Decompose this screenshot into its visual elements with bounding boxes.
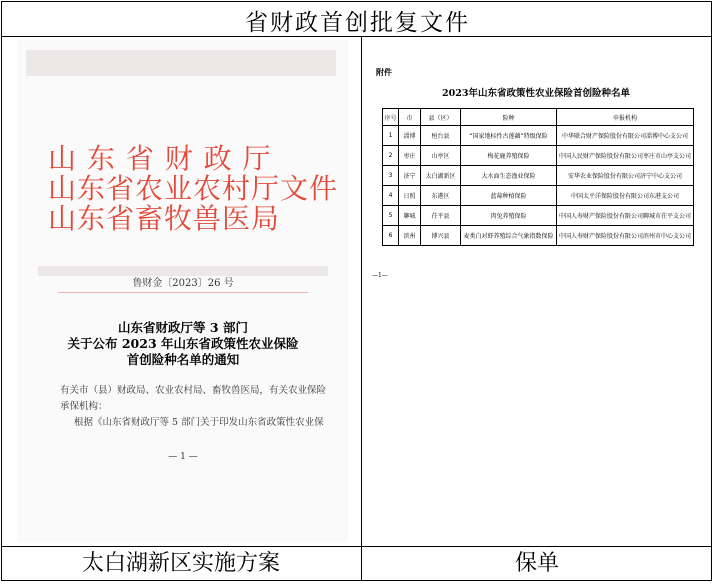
- table-cell: 博兴县: [421, 226, 461, 246]
- table-cell: 中国人寿财产保险股份有限公司聊城市茌平支公司: [557, 206, 694, 226]
- table-cell: 中国太平洋保险股份有限公司东港支公司: [557, 186, 694, 206]
- table-cell: 3: [383, 166, 399, 186]
- footer-right-label: 保单: [514, 551, 559, 576]
- table-cell: 梅花鹿养殖保险: [461, 146, 557, 166]
- page-side-mark: —1—: [372, 272, 388, 279]
- header-title: 省财政首创批复文件: [245, 10, 470, 36]
- red-separator-line: [58, 292, 308, 293]
- column-header: 序号: [383, 109, 399, 126]
- table-cell: 日照: [399, 186, 421, 206]
- faint-background-band: [26, 50, 336, 76]
- letterhead-line-1: 山 东 省 财 政 厅: [48, 142, 272, 175]
- table-cell: 枣庄: [399, 146, 421, 166]
- page-number: — 1 —: [168, 452, 198, 462]
- document-title-line-3: 首创险种名单的通知: [126, 352, 240, 367]
- table-cell: 大水面生态渔业保险: [461, 166, 557, 186]
- table-row: [383, 126, 694, 146]
- table-cell: 中国人寿财产保险股份有限公司滨州市中心支公司: [557, 226, 694, 246]
- table-cell: 济宁: [399, 166, 421, 186]
- table-cell: “国家地标性古莲藕”特级保险: [461, 126, 557, 146]
- attachment-table-title: 2023年山东省政策性农业保险首创险种名单: [442, 88, 630, 99]
- footer-divider: [1, 546, 712, 547]
- table-cell: 1: [383, 126, 399, 146]
- attachment-label: 附件: [376, 67, 392, 77]
- table-cell: 山亭区: [421, 146, 461, 166]
- document-title-line-1: 山东省财政厅等 3 部门: [118, 320, 248, 335]
- table-cell: 桓台县: [421, 126, 461, 146]
- table-row: [383, 226, 694, 246]
- approval-document-page: [18, 40, 348, 542]
- body-line-3: 根据《山东省财政厅等 5 部门关于印发山东省政策性农业保: [74, 417, 324, 428]
- table-cell: 安华农业保险股份有限公司济宁中心支公司: [557, 166, 694, 186]
- table-row: [383, 186, 694, 206]
- letterhead-line-2: 山东省农业农村厅文件: [48, 172, 339, 205]
- table-cell: 聊城: [399, 206, 421, 226]
- table-row: [383, 146, 694, 166]
- column-header: 申报机构: [557, 109, 694, 126]
- table-cell: 肉兔养殖保险: [461, 206, 557, 226]
- table-cell: 2: [383, 146, 399, 166]
- body-line-2: 承保机构：: [60, 401, 108, 412]
- table-cell: 中国人民财产保险股份有限公司枣庄市山亭支公司: [557, 146, 694, 166]
- table-cell: 东港区: [421, 186, 461, 206]
- column-header: 县（区）: [421, 109, 461, 126]
- table-cell: 太白湖新区: [421, 166, 461, 186]
- document-number: 鲁财金〔2023〕26 号: [132, 278, 234, 289]
- table-row: [383, 206, 694, 226]
- insurance-list-table: [382, 108, 694, 246]
- table-header-row: [383, 109, 694, 126]
- body-line-1: 有关市（县）财政局、农业农村局、畜牧兽医局，有关农业保险: [60, 385, 327, 396]
- table-cell: 蓝莓种植保险: [461, 186, 557, 206]
- table-cell: 滨州: [399, 226, 421, 246]
- table-cell: 5: [383, 206, 399, 226]
- table-row: [383, 166, 694, 186]
- column-header: 险种: [461, 109, 557, 126]
- table-cell: 中华联合财产保险股份有限公司淄博中心支公司: [557, 126, 694, 146]
- table-cell: 淄博: [399, 126, 421, 146]
- footer-left-label: 太白湖新区实施方案: [81, 551, 280, 576]
- column-header: 市: [399, 109, 421, 126]
- table-cell: 麦类白对虾养殖综合气象指数保险: [461, 226, 557, 246]
- letterhead-line-3: 山东省畜牧兽医局: [48, 202, 281, 235]
- table-cell: 茌平县: [421, 206, 461, 226]
- column-divider: [361, 36, 362, 581]
- table-cell: 4: [383, 186, 399, 206]
- table-cell: 6: [383, 226, 399, 246]
- document-title-line-2: 关于公布 2023 年山东省政策性农业保险: [67, 336, 299, 351]
- attachment-list-page: [366, 60, 706, 540]
